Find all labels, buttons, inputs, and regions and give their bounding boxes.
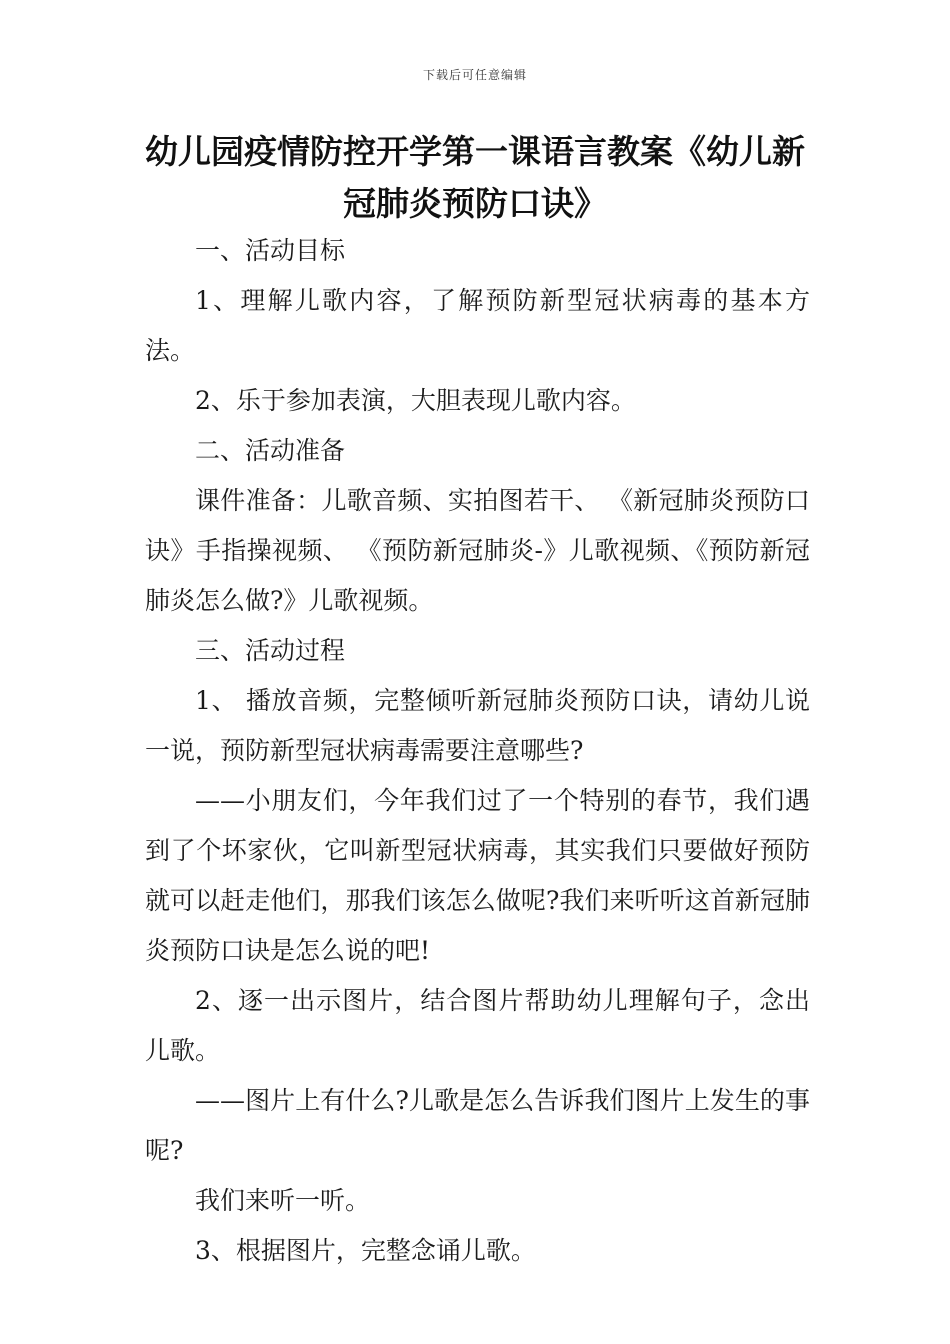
- process-dialogue-1: ——小朋友们，今年我们过了一个特别的春节，我们遇到了个坏家伙，它叫新型冠状病毒，其实我们只要做好预防就可以赶走他们，那我们该怎么做呢?我们来听听这首新冠肺炎预防口诀是怎么说的吧!: [145, 786, 810, 965]
- goal-item-1: 1、理解儿歌内容，了解预防新型冠状病毒的基本方法。: [145, 286, 810, 365]
- process-dialogue-3: 我们来听一听。: [195, 1186, 371, 1215]
- header-note: 下载后可任意编辑: [422, 68, 527, 82]
- document-title: 幼儿园疫情防控开学第一课语言教案《幼儿新冠肺炎预防口诀》: [145, 132, 805, 223]
- process-step-3: 3、根据图片，完整念诵儿歌。: [195, 1236, 536, 1265]
- section-heading-preparation: 二、活动准备: [195, 436, 346, 465]
- goal-item-2: 2、乐于参加表演，大胆表现儿歌内容。: [195, 386, 636, 415]
- process-step-1: 1、 播放音频，完整倾听新冠肺炎预防口诀，请幼儿说一说，预防新型冠状病毒需要注意哪些?: [145, 686, 810, 765]
- document-body: [145, 226, 810, 1276]
- process-dialogue-2: ——图片上有什么?儿歌是怎么告诉我们图片上发生的事呢?: [145, 1086, 810, 1165]
- preparation-paragraph: 课件准备：儿歌音频、实拍图若干、 《新冠肺炎预防口诀》手指操视频、 《预防新冠肺炎-》儿歌视频、《预防新冠肺炎怎么做?》儿歌视频。: [145, 486, 810, 615]
- process-step-2: 2、逐一出示图片，结合图片帮助幼儿理解句子，念出儿歌。: [145, 986, 810, 1065]
- section-heading-process: 三、活动过程: [195, 636, 346, 665]
- section-heading-goals: 一、活动目标: [195, 236, 346, 265]
